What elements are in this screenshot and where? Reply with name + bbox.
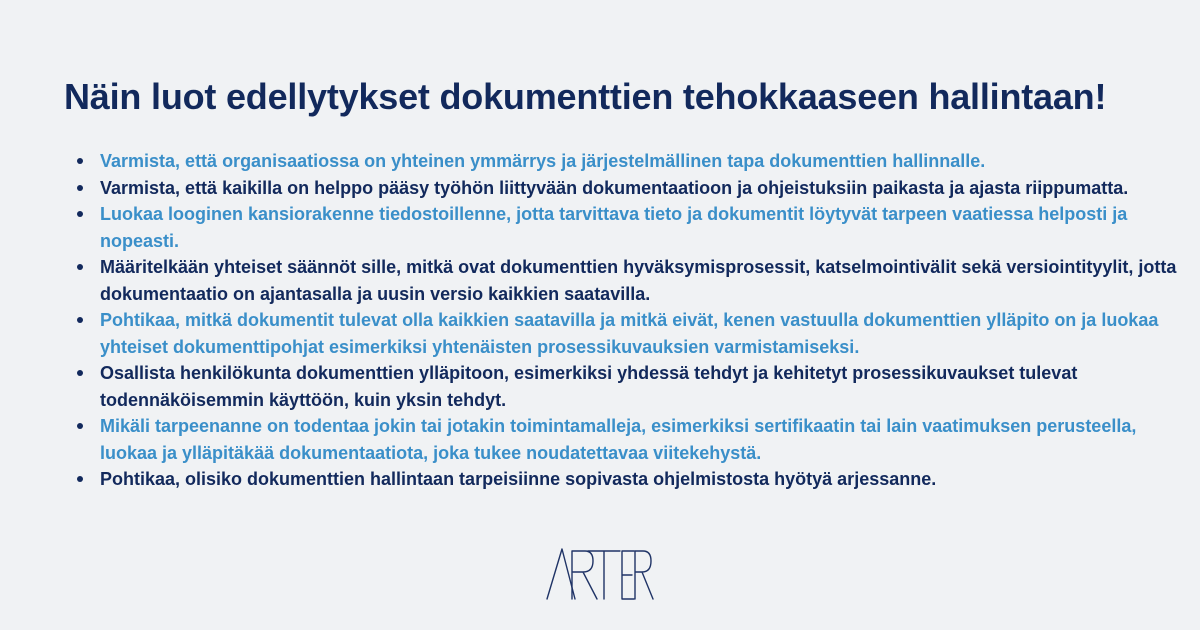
- list-item: Pohtikaa, mitkä dokumentit tulevat olla kaikkien saatavilla ja mitkä eivät, kenen vastuulla dokumenttien ylläpito on ja luokaa yhteiset dokumenttipohjat esimerkiksi yhtenäisten prosessikuvauksien varmistamiseksi.: [100, 307, 1190, 360]
- list-item: Määritelkään yhteiset säännöt sille, mitkä ovat dokumenttien hyväksymisprosessit, katselmointivälit sekä versiointityylit, jotta dokumentaatio on ajantasalla ja uusin versio kaikkien saatavilla.: [100, 254, 1190, 307]
- list-item: Pohtikaa, olisiko dokumenttien hallintaan tarpeisiinne sopivasta ohjelmistosta hyötyä arjessanne.: [100, 466, 1190, 493]
- tips-list: [62, 148, 1190, 493]
- list-item: Osallista henkilökunta dokumenttien ylläpitoon, esimerkiksi yhdessä tehdyt ja kehitetyt prosessikuvaukset tulevat todennäköisemmin käyttöön, kuin yksin tehdyt.: [100, 360, 1190, 413]
- list-item: Luokaa looginen kansiorakenne tiedostoillenne, jotta tarvittava tieto ja dokumentit löytyvät tarpeen vaatiessa helposti ja nopeasti.: [100, 201, 1190, 254]
- logo-letter-r: [572, 551, 597, 599]
- arter-logo: [545, 547, 655, 601]
- logo-letter-e: [622, 551, 634, 599]
- list-item: Mikäli tarpeenanne on todentaa jokin tai jotakin toimintamalleja, esimerkiksi sertifikaatin tai lain vaatimuksen perusteella, luokaa ja ylläpitäkää dokumentaatiota, joka tukee noudatettavaa viitekehystä.: [100, 413, 1190, 466]
- logo-letter-a: [547, 549, 575, 599]
- logo-letter-r-2: [635, 551, 653, 599]
- page-title: Näin luot edellytykset dokumenttien tehokkaaseen hallintaan!: [64, 76, 1107, 117]
- list-item: Varmista, että organisaatiossa on yhteinen ymmärrys ja järjestelmällinen tapa dokumenttien hallinnalle.: [100, 148, 1190, 175]
- list-item: Varmista, että kaikilla on helppo pääsy työhön liittyvään dokumentaatioon ja ohjeistuksiin paikasta ja ajasta riippumatta.: [100, 175, 1190, 202]
